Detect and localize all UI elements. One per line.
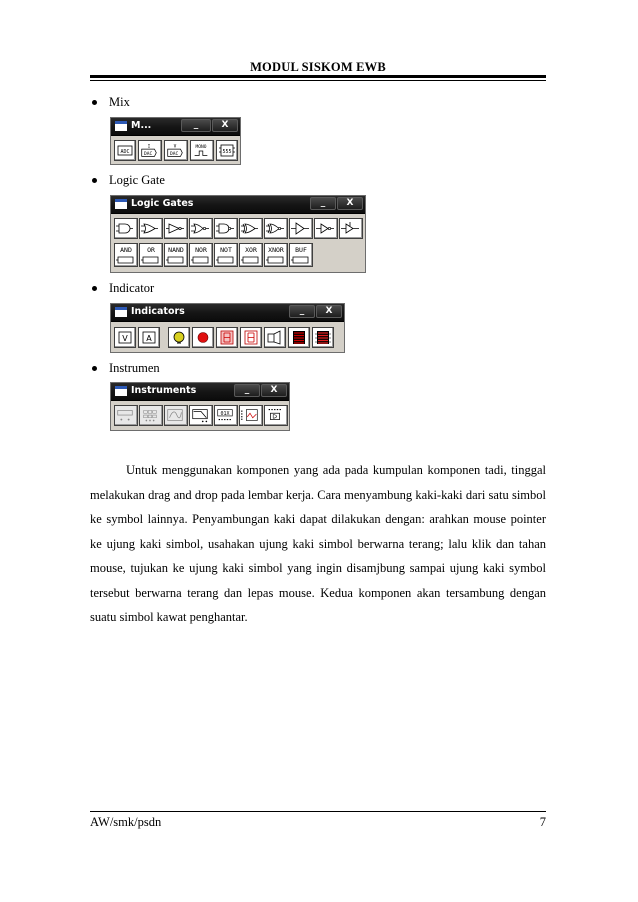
- body-paragraph: [90, 458, 546, 630]
- bullet-label: Logic Gate: [109, 173, 165, 187]
- footer-author: AW/smk/psdn: [90, 815, 162, 829]
- ic-label: OR: [147, 246, 155, 254]
- and-gate-icon[interactable]: [114, 218, 138, 239]
- svg-text:MONO: MONO: [195, 145, 207, 151]
- header-rule-thick: [90, 75, 546, 78]
- nor-bubble-gate-icon[interactable]: [189, 218, 213, 239]
- mono-icon[interactable]: [190, 140, 214, 161]
- ic-not-button[interactable]: [214, 243, 238, 267]
- buzzer-icon[interactable]: [264, 327, 286, 348]
- paragraph-text: Untuk menggunakan komponen yang ada pada kumpulan komponen tadi, tinggal melakukan drag and drop pada lembar kerja. Cara menyambung kaki-kaki dari satu simbol ke symbol lainnya. Penyambungan kaki dapat dilakukan dengan: arahkan mouse pointer ke ujung kaki simbol, usahakan ujung kaki simbol berwarna terang; lalu klik dan tahan mouse, tujukan ke ujung kaki simbol yang ingin disamjbung sampai ujung kaki symbol tersebut berwarna terang dan lepas mouse. Kedua komponen akan tersambung dengan suatu simbol kawat penghantar.: [90, 463, 546, 624]
- bullet-dot: [92, 100, 97, 105]
- ic-and-button[interactable]: [114, 243, 138, 267]
- svg-text:01X: 01X: [220, 411, 230, 418]
- logic-converter-icon[interactable]: [264, 405, 288, 426]
- bullet-label: Mix: [109, 95, 130, 109]
- mix-titlebar[interactable]: [111, 118, 240, 136]
- bulb-icon[interactable]: [168, 327, 190, 348]
- minimize-button[interactable]: _: [181, 119, 211, 132]
- svg-text:V: V: [173, 144, 177, 150]
- bargraph-display-icon[interactable]: [312, 327, 334, 348]
- bullet-label: Instrumen: [109, 361, 160, 375]
- logic-analyzer-icon[interactable]: [239, 405, 263, 426]
- oscilloscope-icon[interactable]: [164, 405, 188, 426]
- minimize-button[interactable]: _: [234, 384, 260, 397]
- ic-label: NOR: [195, 246, 207, 254]
- word-generator-icon[interactable]: [214, 405, 238, 426]
- svg-text:DAC: DAC: [143, 152, 153, 158]
- adc-icon[interactable]: [114, 140, 136, 161]
- ic-label: NOT: [220, 246, 232, 254]
- xnor-gate-icon[interactable]: [264, 218, 288, 239]
- bullet-indicator: [92, 281, 154, 296]
- page-title: MODUL SISKOM EWB: [250, 60, 386, 74]
- bullet-dot: [92, 366, 97, 371]
- ic-xor-button[interactable]: [239, 243, 263, 267]
- voltmeter-icon[interactable]: [114, 327, 136, 348]
- ic-label: XOR: [245, 246, 257, 254]
- svg-text:ADC: ADC: [120, 149, 130, 155]
- bullet-mix: [92, 95, 130, 110]
- ic-or-button[interactable]: [139, 243, 163, 267]
- ic-label: BUF: [295, 246, 307, 254]
- logic-gates-titlebar[interactable]: [111, 196, 365, 214]
- logic-gates-title: Logic Gates: [131, 198, 194, 209]
- idac-icon[interactable]: [138, 140, 162, 161]
- close-button[interactable]: X: [316, 305, 342, 318]
- svg-text:V: V: [122, 334, 128, 343]
- logic-gates-body: [111, 214, 365, 273]
- ic-xnor-button[interactable]: [264, 243, 288, 267]
- instruments-toolbar-window[interactable]: [110, 382, 290, 431]
- indicators-toolbar-window[interactable]: [110, 303, 345, 353]
- instruments-titlebar[interactable]: [111, 383, 289, 401]
- ic-label: NAND: [168, 246, 184, 254]
- timer-555-icon[interactable]: [216, 140, 238, 161]
- svg-text:DAC: DAC: [169, 152, 179, 158]
- nand-gate-icon[interactable]: [214, 218, 238, 239]
- bullet-dot: [92, 178, 97, 183]
- indicators-titlebar[interactable]: [111, 304, 344, 322]
- minimize-button[interactable]: _: [310, 197, 336, 210]
- buffer-gate-icon[interactable]: [289, 218, 313, 239]
- vdac-icon[interactable]: [164, 140, 188, 161]
- svg-text:I: I: [147, 144, 151, 150]
- window-icon: [115, 307, 127, 317]
- close-button[interactable]: X: [212, 119, 238, 132]
- instruments-title: Instruments: [131, 385, 197, 396]
- close-button[interactable]: X: [261, 384, 287, 397]
- mix-title: M...: [131, 120, 152, 131]
- ammeter-icon[interactable]: [138, 327, 160, 348]
- or-gate-icon[interactable]: [139, 218, 163, 239]
- window-icon: [115, 199, 127, 209]
- svg-text:555: 555: [222, 149, 232, 155]
- footer-rule: [90, 811, 546, 812]
- ic-nor-button[interactable]: [189, 243, 213, 267]
- not-small-gate-icon[interactable]: [314, 218, 338, 239]
- minimize-button[interactable]: _: [289, 305, 315, 318]
- xor-gate-icon[interactable]: [239, 218, 263, 239]
- ic-label: AND: [120, 246, 132, 254]
- bode-plotter-icon[interactable]: [189, 405, 213, 426]
- multimeter-icon[interactable]: [114, 405, 138, 426]
- bullet-label: Indicator: [109, 281, 155, 295]
- bargraph-icon[interactable]: [288, 327, 310, 348]
- ic-buf-button[interactable]: [289, 243, 313, 267]
- svg-text:A: A: [146, 334, 152, 343]
- ic-label: XNOR: [268, 246, 284, 254]
- page-number: 7: [539, 815, 546, 829]
- window-icon: [115, 121, 127, 131]
- close-button[interactable]: X: [337, 197, 363, 210]
- function-generator-icon[interactable]: [139, 405, 163, 426]
- bullet-instrumen: [92, 361, 160, 376]
- window-icon: [115, 386, 127, 396]
- seven-segment-display-icon[interactable]: [216, 327, 238, 348]
- probe-led-icon[interactable]: [192, 327, 214, 348]
- bullet-logic-gate: [92, 173, 165, 188]
- mix-toolbar-window[interactable]: [110, 117, 241, 165]
- ic-nand-button[interactable]: [164, 243, 188, 267]
- bullet-dot: [92, 286, 97, 291]
- indicators-title: Indicators: [131, 306, 185, 317]
- logic-gates-toolbar-window[interactable]: [110, 195, 366, 273]
- not-gate-icon[interactable]: [164, 218, 188, 239]
- header-rule-thin: [90, 80, 546, 81]
- tristate-gate-icon[interactable]: [339, 218, 363, 239]
- decoded-display-icon[interactable]: [240, 327, 262, 348]
